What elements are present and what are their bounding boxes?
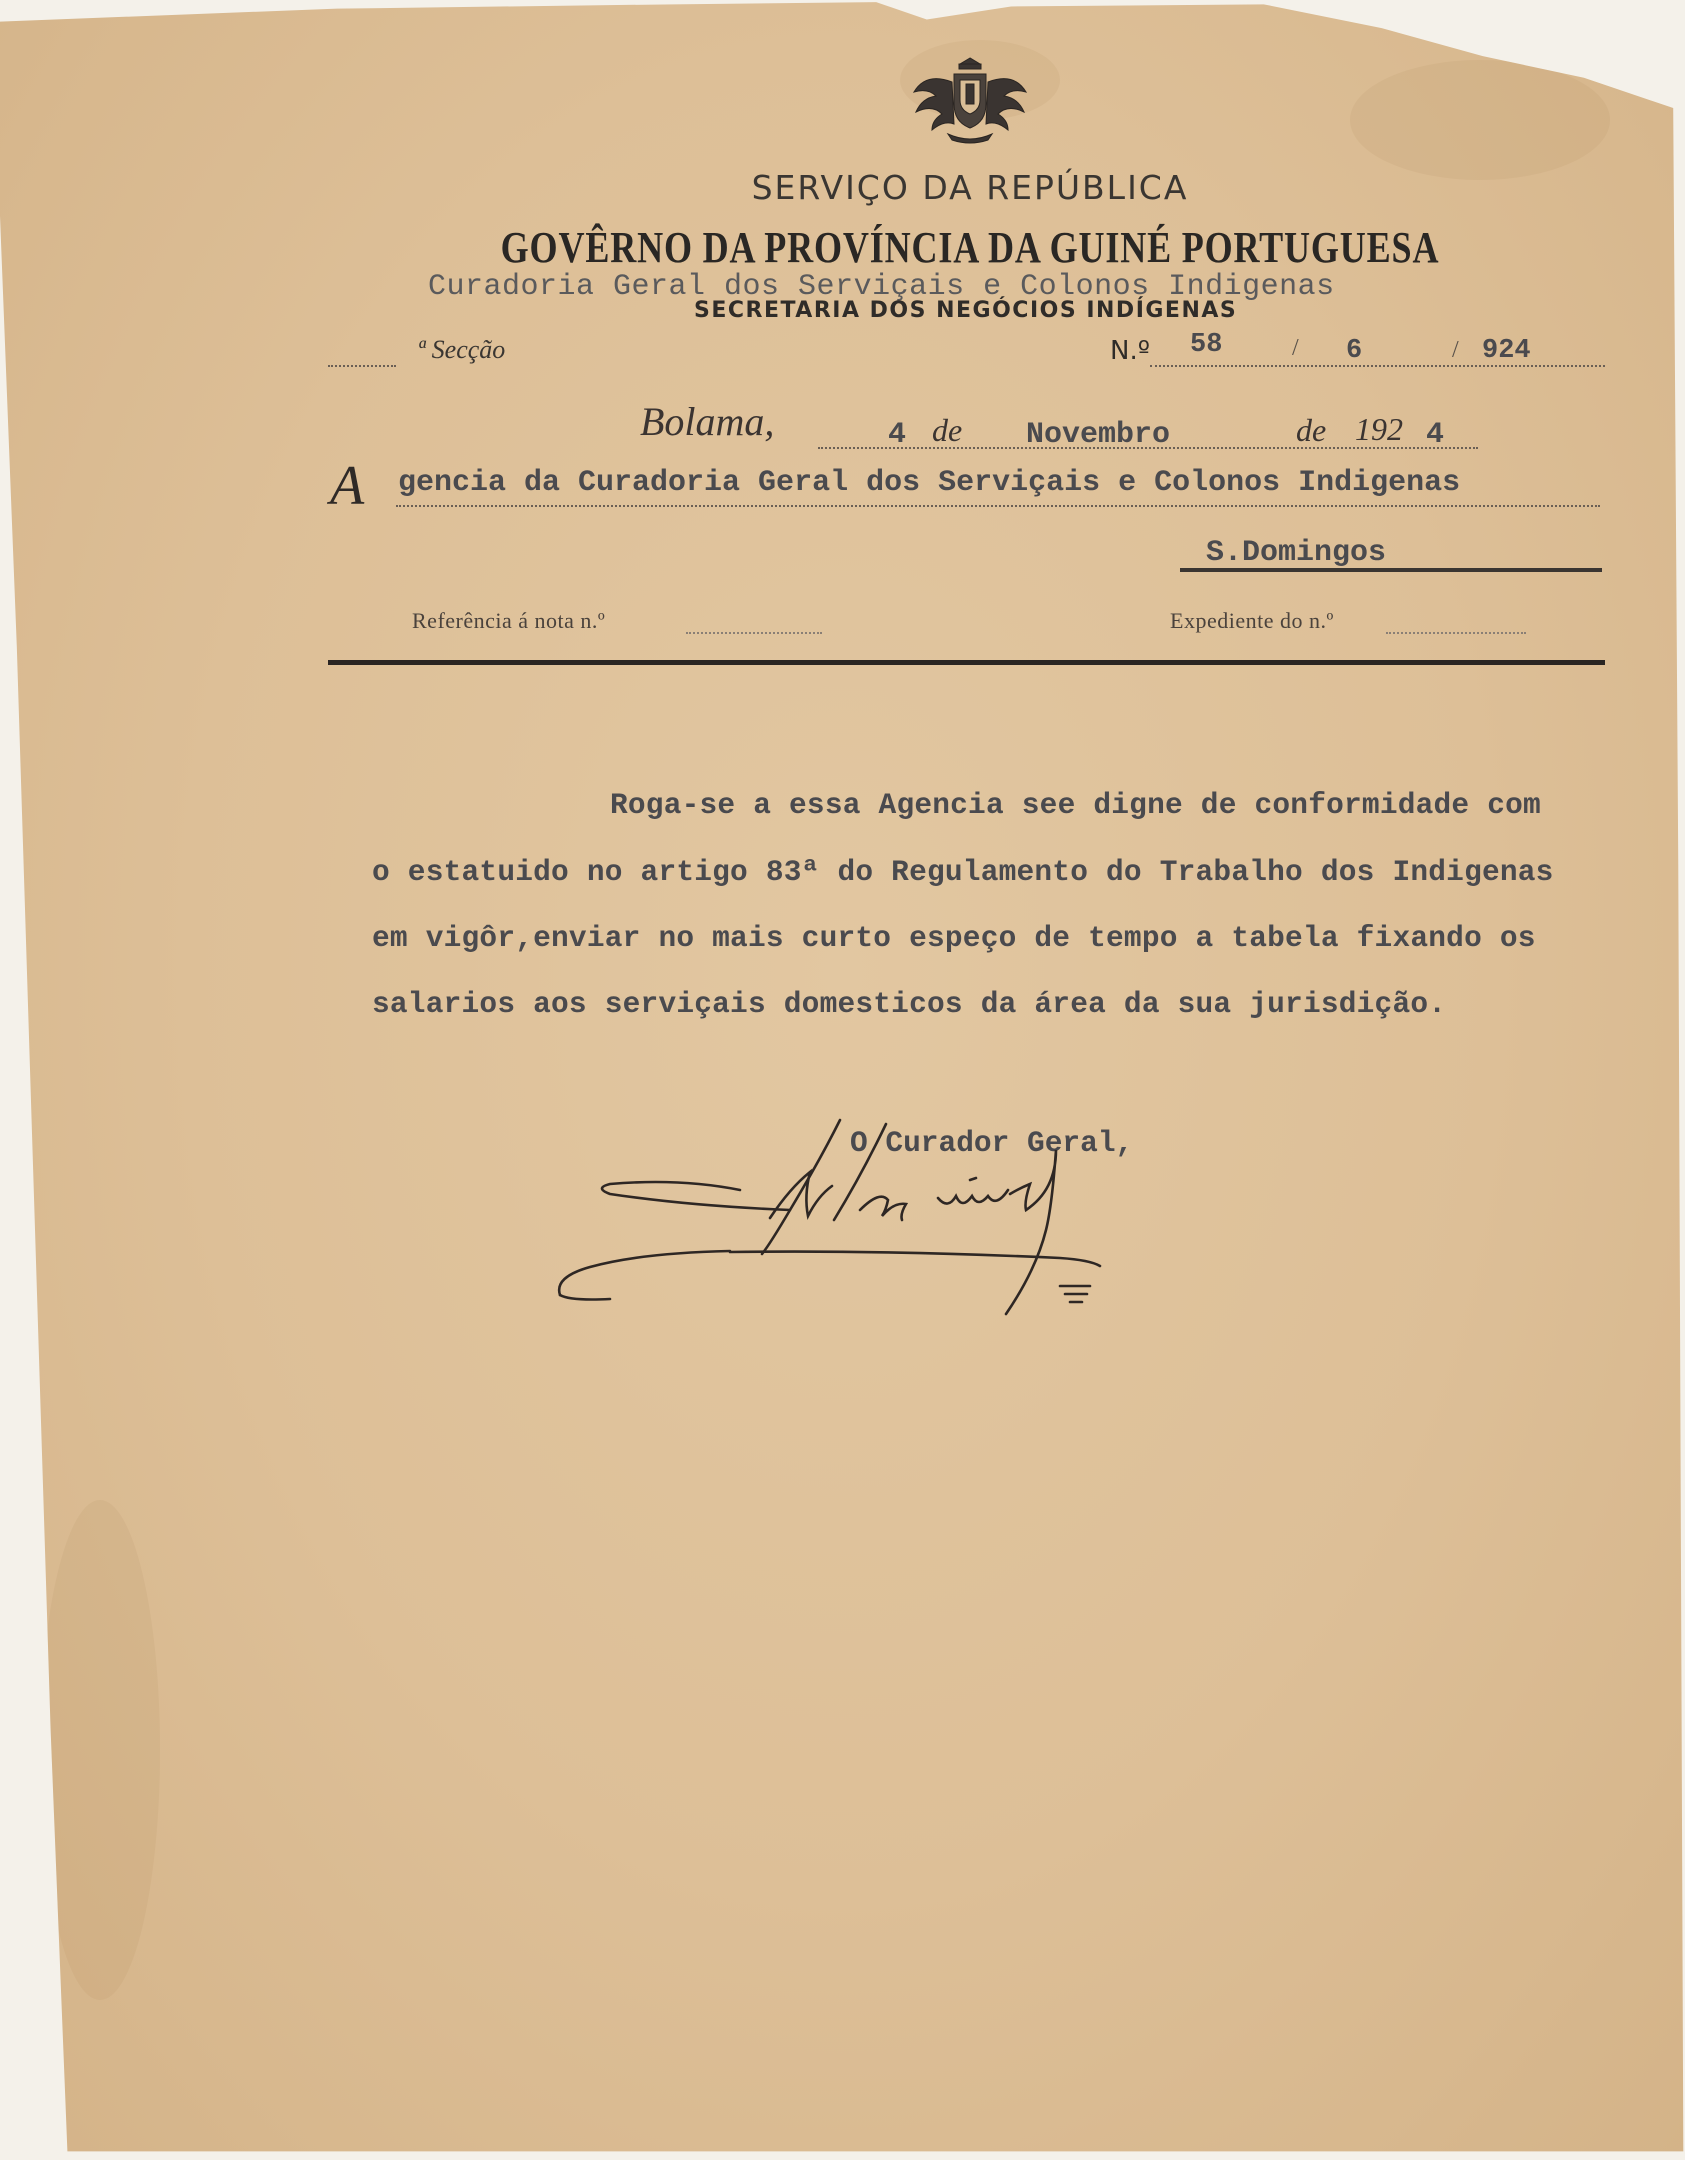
reference-label: Referência á nota n.º bbox=[412, 608, 606, 633]
reference-dotted-line bbox=[686, 632, 822, 634]
signatory-title: O Curador Geral, bbox=[850, 1126, 1134, 1160]
date-connector: de bbox=[932, 412, 963, 448]
date-month: Novembro bbox=[1026, 418, 1171, 452]
destination-underline bbox=[1180, 568, 1602, 572]
date-year-digit: 4 bbox=[1426, 418, 1445, 452]
body-line: Roga-se a essa Agencia see digne de conformidade com bbox=[610, 788, 1541, 822]
date-year-prefix: 192 bbox=[1355, 411, 1403, 447]
addressee-dotted-line bbox=[396, 505, 1600, 507]
date-connector: de bbox=[1296, 412, 1327, 448]
number-separator: / bbox=[1292, 335, 1299, 361]
age-stain bbox=[40, 1500, 160, 2000]
service-header: SERVIÇO DA REPÚBLICA bbox=[751, 168, 1189, 207]
body-line: em vigôr,enviar no mais curto espeço de tempo a tabela fixando os bbox=[372, 921, 1536, 955]
date-day: 4 bbox=[888, 418, 907, 452]
body-line: o estatuido no artigo 83ª do Regulamento do Trabalho dos Indigenas bbox=[372, 855, 1554, 889]
government-title: GOVÊRNO DA PROVÍNCIA DA GUINÉ PORTUGUESA bbox=[500, 223, 1440, 272]
number-dotted-line bbox=[1150, 365, 1605, 367]
expediente-label: Expediente do n.º bbox=[1170, 608, 1334, 633]
header-divider bbox=[328, 660, 1605, 665]
document-subnumber: 6 bbox=[1346, 336, 1363, 366]
document-number: 58 bbox=[1190, 330, 1223, 360]
number-label: N.º bbox=[1110, 336, 1150, 366]
destination: S.Domingos bbox=[1206, 536, 1387, 570]
document-year: 924 bbox=[1482, 336, 1531, 366]
expediente-dotted-line bbox=[1386, 632, 1526, 634]
handwritten-signature bbox=[540, 1090, 1300, 1360]
section-label: ª Secção bbox=[418, 335, 506, 364]
coat-of-arms-icon bbox=[908, 52, 1033, 147]
addressee-initial: A bbox=[330, 455, 365, 517]
curadoria-stamp: Curadoria Geral dos Serviçais e Colonos Indigenas bbox=[428, 270, 1335, 304]
addressee-text: gencia da Curadoria Geral dos Serviçais e Colonos Indigenas bbox=[398, 466, 1461, 500]
age-stain bbox=[1350, 60, 1610, 180]
secretaria-header: SECRETARIA DOS NEGÓCIOS INDÍGENAS bbox=[694, 298, 1238, 323]
section-dotted-line bbox=[328, 365, 396, 367]
number-separator: / bbox=[1452, 337, 1459, 363]
place-name: Bolama, bbox=[640, 399, 775, 444]
body-line: salarios aos serviçais domesticos da área da sua jurisdição. bbox=[372, 987, 1447, 1021]
